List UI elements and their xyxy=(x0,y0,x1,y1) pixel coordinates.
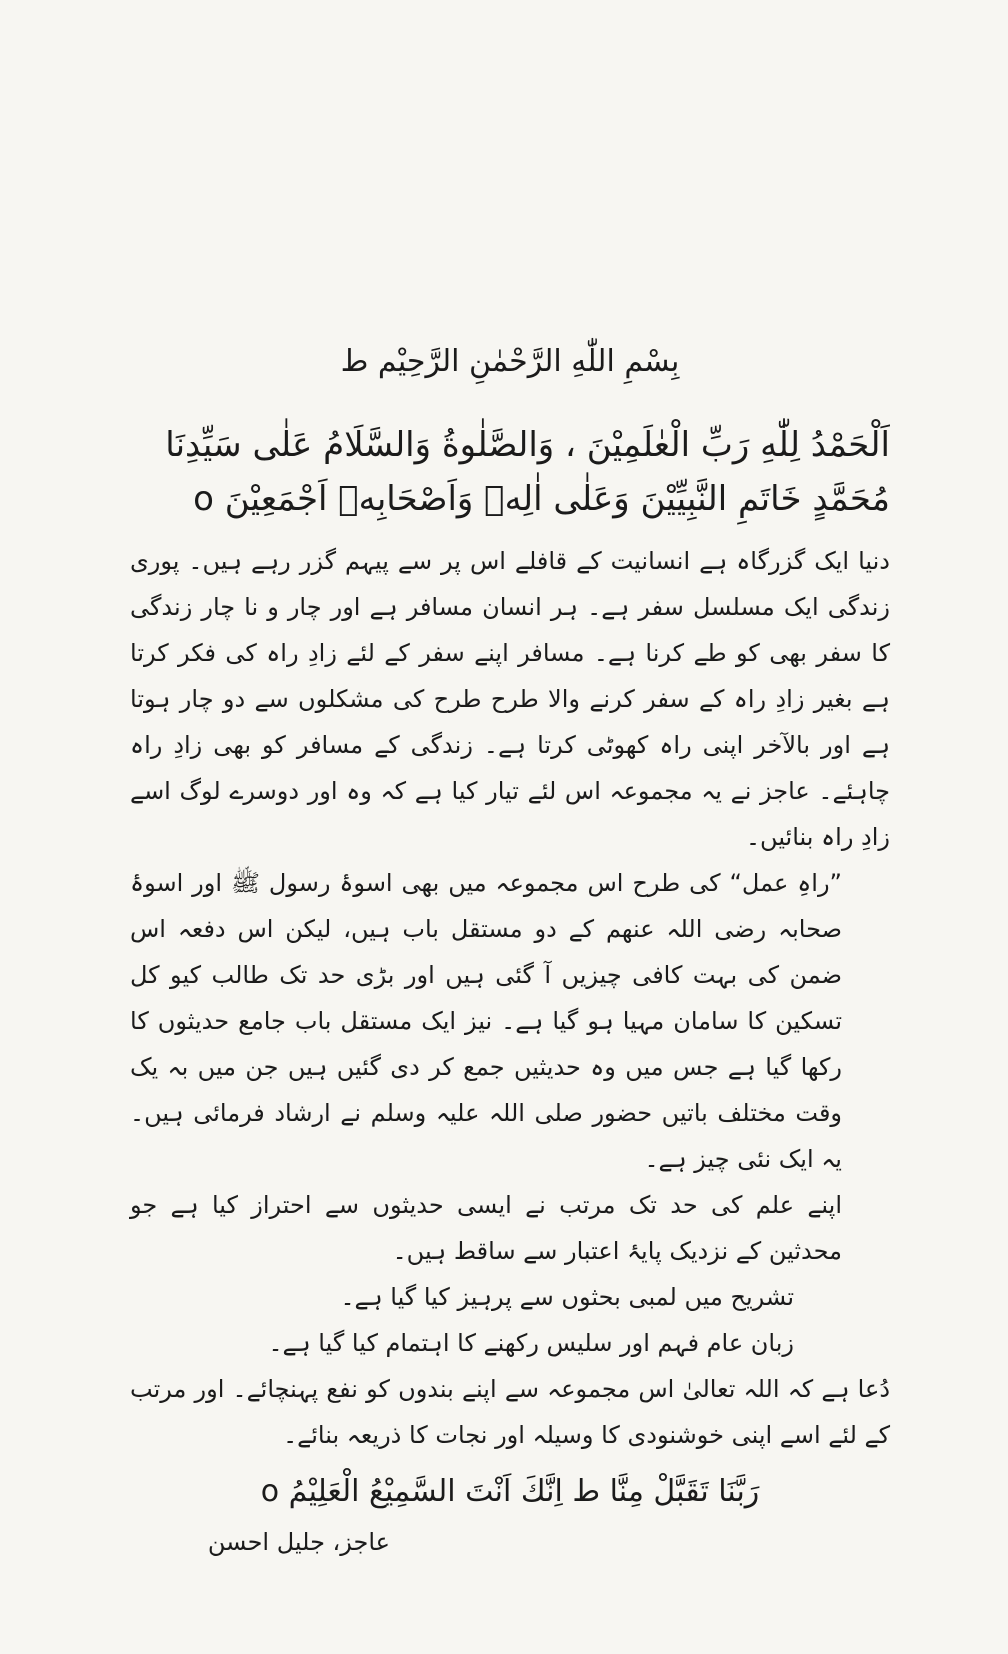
hamd-line-2: مُحَمَّدٍ خَاتَمِ النَّبِيِّيْنَ وَعَلٰى اٰلِهٖ وَاَصْحَابِهٖ اَجْمَعِيْنَ o xyxy=(193,479,890,519)
paragraph-rah-e-amal: ”راہِ عمل“ کی طرح اس مجموعہ میں بھی اسوۂ رسول ﷺ اور اسوۂ صحابہ رضی اللہ عنھم کے دو مستقل باب ہیں، لیکن اس دفعہ اس ضمن کی بہت کافی چیزیں آ گئی ہیں اور بڑی حد تک طالب کیو کل تسکین کا سامان مہیا ہو گیا ہے۔ نیز ایک مستقل باب جامع حدیثوں کا رکھا گیا ہے جس میں وہ حدیثیں جمع کر دی گئیں ہیں جن میں بہ یک وقت مختلف باتیں حضور صلی اللہ علیہ وسلم نے ارشاد فرمائی ہیں۔ یہ ایک نئی چیز ہے۔ xyxy=(130,869,842,1173)
hamd-block xyxy=(130,418,890,526)
paragraph-journey: دنیا ایک گزرگاہ ہے انسانیت کے قافلے اس پر سے پیہم گزر رہے ہیں۔ پوری زندگی ایک مسلسل سفر ہے۔ ہر انسان مسافر ہے اور چار و نا چار زندگی کا سفر بھی کو طے کرنا ہے۔ مسافر اپنے سفر کے لئے زادِ راہ کی فکر کرتا ہے بغیر زادِ راہ کے سفر کرنے والا طرح طرح کی مشکلوں سے دو چار ہوتا ہے اور بالآخر اپنی راہ کھوٹی کرتا ہے۔ زندگی کے مسافر کو بھی زادِ راہ چاہئے۔ عاجز نے یہ مجموعہ اس لئے تیار کیا ہے کہ وہ اور دوسرے لوگ اسے زادِ راہ بنائیں۔ xyxy=(130,547,890,851)
paragraph-hadith-caution: اپنے علم کی حد تک مرتب نے ایسی حدیثوں سے احتراز کیا ہے جو محدثین کے نزدیک پایۂ اعتبار سے ساقط ہیں۔ xyxy=(130,1191,842,1265)
preface-content xyxy=(130,340,890,1562)
closing-dua: رَبَّنَا تَقَبَّلْ مِنَّا ط اِنَّكَ اَنْتَ السَّمِيْعُ الْعَلِيْمُ o xyxy=(260,1474,760,1509)
note-language: زبان عام فہم اور سلیس رکھنے کا اہتمام کیا گیا ہے۔ xyxy=(268,1329,794,1357)
hamd-line-1: اَلْحَمْدُ لِلّٰهِ رَبِّ الْعٰلَمِيْنَ ، وَالصَّلٰوةُ وَالسَّلَامُ عَلٰى سَيِّدِنَا xyxy=(165,425,890,465)
paragraph-dua: دُعا ہے کہ اللہ تعالیٰ اس مجموعہ سے اپنے بندوں کو نفع پہنچائے۔ اور مرتب کے لئے اسے اپنی خوشنودی کا وسیلہ اور نجات کا ذریعہ بنائے۔ xyxy=(130,1375,890,1449)
bismillah-heading: بِسْمِ اللّٰهِ الرَّحْمٰنِ الرَّحِيْم ط xyxy=(340,344,680,379)
author-signature: عاجز، جلیل احسن xyxy=(207,1528,390,1556)
note-explanation: تشریح میں لمبی بحثوں سے پرہیز کیا گیا ہے۔ xyxy=(340,1283,794,1311)
